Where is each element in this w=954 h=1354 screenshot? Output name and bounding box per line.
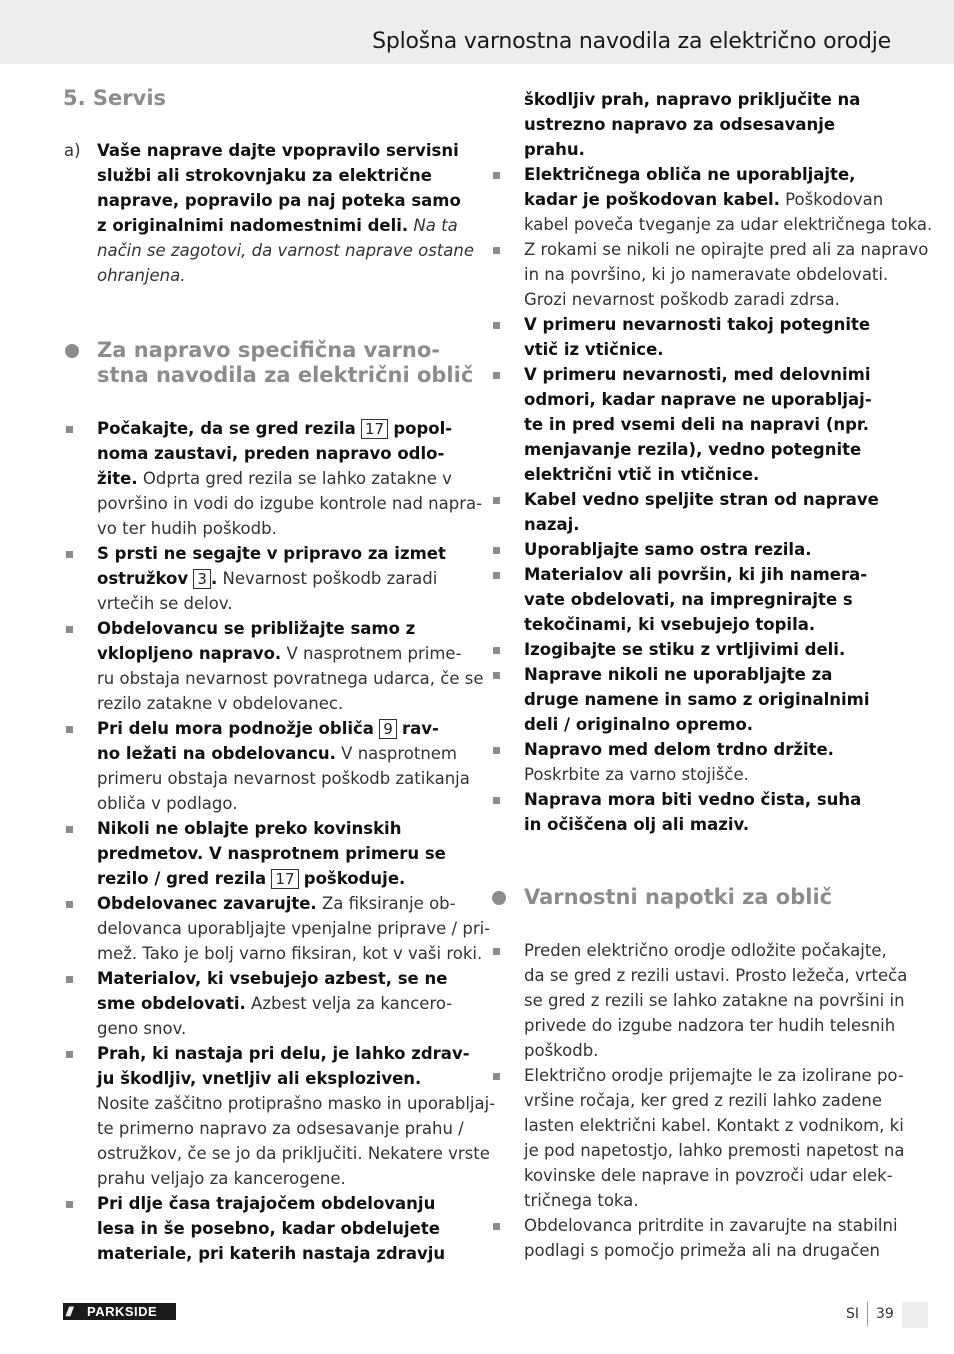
text-line: Uporabljajte samo ostra rezila.: [524, 540, 812, 559]
text-line: Na ta: [413, 216, 458, 235]
text-line: električni vtič in vtičnice.: [524, 465, 760, 484]
part-number-box: 17: [271, 869, 298, 889]
text-line: menjavanje rezila), vedno potegnite: [524, 440, 862, 459]
text-line: Prah, ki nastaja pri delu, je lahko zdrav-: [97, 1044, 470, 1063]
list-item: [63, 891, 491, 966]
text-line: način se zagotovi, da varnost naprave ostane: [97, 241, 474, 260]
text-segment: Poškodovan: [785, 190, 884, 209]
bullet-square-icon: [66, 726, 73, 733]
list-item: [490, 787, 892, 837]
list-item: [490, 1213, 898, 1263]
bullet-square-icon: [493, 747, 500, 754]
bullet-square-icon: [66, 826, 73, 833]
text-line: Električnega obliča ne uporabljajte,: [524, 165, 856, 184]
bullet-square-icon: [493, 1073, 500, 1080]
section-heading-plane-safety: [63, 338, 474, 388]
text-line: druge namene in samo z originalnimi: [524, 690, 870, 709]
text-segment: Odprta gred rezila se lahko zatakne v: [142, 469, 452, 488]
text-line: vrtečih se delov.: [97, 594, 233, 613]
list-item: [63, 966, 465, 1041]
text-segment: no ležati na obdelovancu.: [97, 744, 336, 763]
bullet-square-icon: [66, 426, 73, 433]
page-header: [0, 0, 954, 64]
bullet-square-icon: [493, 247, 500, 254]
bullet-square-icon: [493, 172, 500, 179]
bullet-square-icon: [493, 672, 500, 679]
list-item: [63, 416, 483, 541]
text-segment: rezilo / gred rezila: [97, 869, 267, 888]
text-segment: vklopljeno napravo.: [97, 644, 282, 663]
list-item: [490, 362, 892, 487]
text-segment: popol-: [393, 419, 453, 438]
bullet-square-icon: [66, 626, 73, 633]
text-line: odmori, kadar naprave ne uporabljaj-: [524, 390, 872, 409]
text-line: Naprava mora biti vedno čista, suha: [524, 790, 862, 809]
logo-stripes-icon: ///: [66, 1304, 71, 1319]
text-line: kovinske dele naprave in povzroči udar elek-: [524, 1166, 893, 1185]
text-line: vo ter hudih poškodb.: [97, 519, 277, 538]
bullet-square-icon: [493, 948, 500, 955]
bullet-square-icon: [66, 901, 73, 908]
bullet-square-icon: [66, 976, 73, 983]
text-line: in na površino, ki jo nameravate obdelovati.: [524, 265, 889, 284]
text-line: te in pred vsemi deli na napravi (npr.: [524, 415, 869, 434]
text-segment: ostružkov: [97, 569, 189, 588]
heading-line: Za napravo specifična varno-: [97, 338, 440, 362]
page-title: Splošna varnostna navodila za električno orodje: [372, 29, 891, 54]
bullet-square-icon: [493, 572, 500, 579]
list-item: [63, 541, 465, 616]
text-line: noma zaustavi, preden napravo odlo-: [97, 444, 445, 463]
list-item: [490, 1063, 905, 1213]
text-line: kabel poveča tveganje za udar električnega toka.: [524, 215, 933, 234]
list-item: [490, 537, 892, 562]
text-line: Nikoli ne oblajte preko kovinskih: [97, 819, 402, 838]
part-number-box: 3: [193, 569, 211, 589]
text-segment: Počakajte, da se gred rezila: [97, 419, 356, 438]
list-item: [490, 162, 933, 237]
list-item: [63, 616, 484, 716]
text-line: Napravo med delom trdno držite.: [524, 740, 834, 759]
text-line: vršine ročaja, ker gred z rezili lahko zadene: [524, 1091, 882, 1110]
text-line: poškodb.: [524, 1041, 599, 1060]
text-line: se gred z rezili se lahko zatakne na površini in: [524, 991, 905, 1010]
text-line: Nosite zaščitno protiprašno masko in uporabljaj-: [97, 1094, 496, 1113]
text-line: da se gred z rezili ustavi. Prosto ležeča, vrteča: [524, 966, 908, 985]
text-line: geno snov.: [97, 1019, 187, 1038]
text-segment: žite.: [97, 469, 138, 488]
list-item: [63, 816, 465, 891]
list-item: [490, 637, 892, 662]
text-segment: poškoduje.: [303, 869, 406, 888]
list-item: [63, 716, 470, 816]
text-segment: Nevarnost poškodb zaradi: [222, 569, 438, 588]
text-segment: V nasprotnem prime-: [286, 644, 462, 663]
heading-line: Varnostni napotki za oblič: [524, 885, 833, 909]
text-line: tekočinami, ki vsebujejo topila.: [524, 615, 816, 634]
text-line: predmetov. V nasprotnem primeru se: [97, 844, 446, 863]
bullet-square-icon: [493, 1223, 500, 1230]
text-segment: Za fiksiranje ob-: [321, 894, 456, 913]
text-line: vtič iz vtičnice.: [524, 340, 664, 359]
text-line: te primerno napravo za odsesavanje prahu /: [97, 1119, 464, 1138]
text-line: Poskrbite za varno stojišče.: [524, 765, 749, 784]
part-number-box: 9: [379, 719, 397, 739]
text-line: in očiščena olj ali maziv.: [524, 815, 750, 834]
text-segment: .: [210, 569, 218, 588]
text-line: službi ali strokovnjaku za električne: [97, 166, 432, 185]
text-segment: sme obdelovati.: [97, 994, 246, 1013]
bullet-square-icon: [66, 551, 73, 558]
bullet-square-icon: [493, 647, 500, 654]
list-item-continued: [490, 87, 892, 162]
text-line: je pod napetostjo, lahko premosti napetost na: [524, 1141, 905, 1160]
page-number: 39: [876, 1306, 894, 1322]
bullet-square-icon: [66, 1051, 73, 1058]
footer-divider: [867, 1302, 868, 1326]
text-line: ohranjena.: [97, 266, 186, 285]
right-column: [490, 87, 933, 1263]
bullet-dot-icon: [492, 891, 506, 905]
text-line: lasten električni kabel. Kontakt z vodnikom, ki: [524, 1116, 904, 1135]
section-5-heading: 5. Servis: [63, 86, 167, 110]
text-line: Materialov ali površin, ki jih namera-: [524, 565, 868, 584]
text-line: primeru obstaja nevarnost poškodb zatikanja: [97, 769, 470, 788]
bullet-square-icon: [493, 497, 500, 504]
text-line: podlagi s pomočjo primeža ali na drugačen: [524, 1241, 881, 1260]
bullet-square-icon: [493, 372, 500, 379]
bullet-square-icon: [493, 797, 500, 804]
item-label: a): [64, 141, 81, 160]
text-line: prahu.: [524, 140, 585, 159]
list-item: [63, 1191, 465, 1266]
text-line: škodljiv prah, napravo priključite na: [524, 90, 861, 109]
footer-tab-marker: [902, 1302, 928, 1328]
text-line: ostružkov, če se jo da priključiti. Nekatere vrste: [97, 1144, 490, 1163]
language-code: SI: [846, 1306, 860, 1322]
list-item: [490, 938, 908, 1063]
text-line: Z rokami se nikoli ne opirajte pred ali za napravo: [524, 240, 929, 259]
list-item: [490, 237, 929, 312]
text-line: Vaše naprave dajte vpopravilo servisni: [97, 141, 459, 160]
list-item-a: [63, 138, 474, 288]
list-item: [63, 1041, 496, 1191]
list-item: [490, 487, 892, 537]
text-line: Kabel vedno speljite stran od naprave: [524, 490, 879, 509]
text-line: delovanca uporabljajte vpenjalne priprave / pri-: [97, 919, 491, 938]
text-line: obliča v podlago.: [97, 794, 238, 813]
text-line: ru obstaja nevarnost povratnega udarca, če se: [97, 669, 484, 688]
text-line: ustrezno napravo za odsesavanje: [524, 115, 836, 134]
text-line: deli / originalno opremo.: [524, 715, 754, 734]
text-line: Grozi nevarnost poškodb zaradi zdrsa.: [524, 290, 840, 309]
left-column: [63, 82, 496, 1266]
text-segment: V nasprotnem: [341, 744, 457, 763]
text-segment: Obdelovanec zavarujte.: [97, 894, 317, 913]
text-segment: kadar je poškodovan kabel.: [524, 190, 780, 209]
text-line: lesa in še posebno, kadar obdelujete: [97, 1219, 440, 1238]
text-segment: Azbest velja za kancero-: [251, 994, 453, 1013]
text-line: z originalnimi nadomestnimi deli.: [97, 216, 409, 235]
text-line: nazaj.: [524, 515, 580, 534]
text-line: Obdelovancu se približajte samo z: [97, 619, 416, 638]
text-line: mež. Tako je bolj varno fiksiran, kot v vaši roki.: [97, 944, 483, 963]
text-line: ju škodljiv, vnetljiv ali eksploziven.: [97, 1069, 422, 1088]
text-line: Materialov, ki vsebujejo azbest, se ne: [97, 969, 448, 988]
heading-line: stna navodila za električni oblič: [97, 363, 474, 387]
text-line: V primeru nevarnosti, med delovnimi: [524, 365, 871, 384]
text-line: Električno orodje prijemajte le za izolirane po-: [524, 1066, 904, 1085]
text-line: tričnega toka.: [524, 1191, 639, 1210]
part-number-box: 17: [361, 419, 388, 439]
list-item: [490, 562, 892, 637]
text-line: Obdelovanca pritrdite in zavarujte na stabilni: [524, 1216, 898, 1235]
text-line: Izogibajte se stiku z vrtljivimi deli.: [524, 640, 846, 659]
text-segment: Pri delu mora podnožje obliča: [97, 719, 374, 738]
text-line: materiale, pri katerih nastaja zdravju: [97, 1244, 446, 1263]
section-heading-plane-tips: [490, 885, 892, 910]
list-item: [490, 737, 892, 787]
text-line: rezilo zatakne v obdelovanec.: [97, 694, 344, 713]
text-line: Pri dlje časa trajajočem obdelovanju: [97, 1194, 436, 1213]
text-line: V primeru nevarnosti takoj potegnite: [524, 315, 871, 334]
bullet-square-icon: [493, 322, 500, 329]
list-item: [490, 662, 892, 737]
bullet-square-icon: [493, 547, 500, 554]
text-line: površino in vodi do izgube kontrole nad napra-: [97, 494, 483, 513]
text-segment: rav-: [401, 719, 439, 738]
text-line: Preden električno orodje odložite počakajte,: [524, 941, 887, 960]
text-line: prahu veljajo za kancerogene.: [97, 1169, 346, 1188]
text-line: vate obdelovati, na impregnirajte s: [524, 590, 853, 609]
text-line: S prsti ne segajte v pripravo za izmet: [97, 544, 446, 563]
bullet-square-icon: [66, 1201, 73, 1208]
list-item: [490, 312, 892, 362]
logo-wordmark: PARKSIDE: [87, 1304, 158, 1319]
text-line: privede do izgube nadzora ter hudih telesnih: [524, 1016, 896, 1035]
parkside-logo: [63, 1303, 176, 1320]
bullet-dot-icon: [65, 344, 79, 358]
text-line: Naprave nikoli ne uporabljajte za: [524, 665, 833, 684]
text-line: naprave, popravilo pa naj poteka samo: [97, 191, 461, 210]
